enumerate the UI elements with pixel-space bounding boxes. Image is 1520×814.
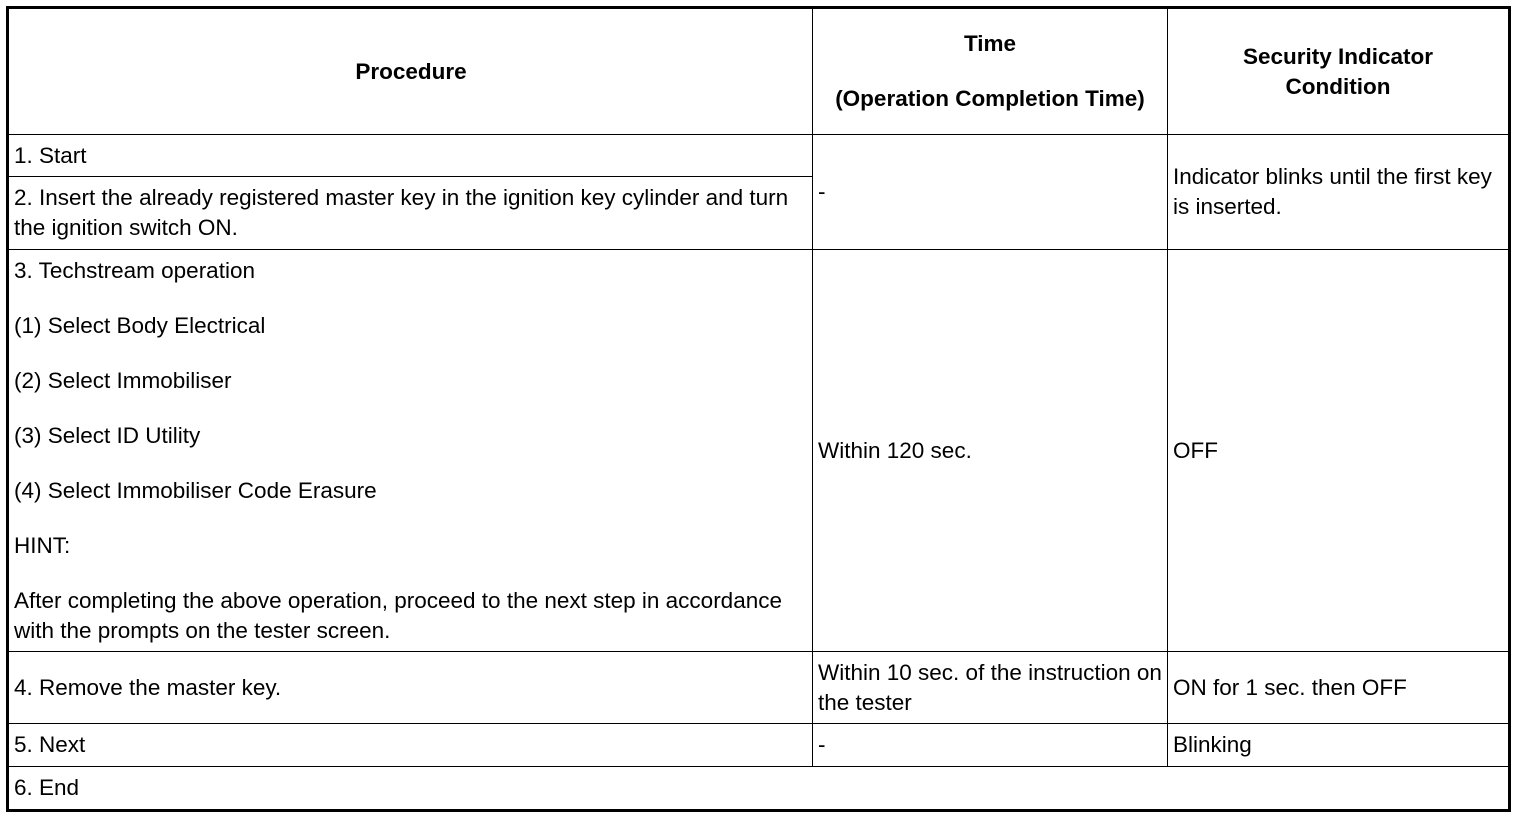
header-time-title: Time: [963, 31, 1017, 56]
step-3-sub-1: (1) Select Body Electrical: [14, 312, 266, 338]
table-row: [8, 724, 1510, 767]
step-1-procedure: 1. Start: [8, 135, 813, 177]
header-security-indicator: Security Indicator Condition: [1168, 8, 1510, 135]
table-row: [8, 250, 1510, 652]
step-3-hint-text: After completing the above operation, proceed to the next step in accordance with the prompts on the tester screen.: [14, 587, 782, 643]
step-3-title: 3. Techstream operation: [14, 257, 255, 283]
step-3-sub-2: (2) Select Immobiliser: [14, 367, 232, 393]
step-3-procedure: [8, 250, 813, 652]
step-5-time: -: [813, 724, 1168, 767]
step-4-procedure: 4. Remove the master key.: [8, 652, 813, 724]
step-2-procedure: 2. Insert the already registered master key in the ignition key cylinder and turn the ignition switch ON.: [8, 177, 813, 250]
step-3-sub-3: (3) Select ID Utility: [14, 422, 201, 448]
table-row: [8, 767, 1510, 811]
step-1-2-time: -: [813, 135, 1168, 250]
step-3-security: OFF: [1168, 250, 1510, 652]
header-time: [813, 8, 1168, 135]
step-3-time: Within 120 sec.: [813, 250, 1168, 652]
procedure-table: [6, 6, 1511, 812]
header-time-subtitle: (Operation Completion Time): [835, 86, 1145, 111]
table-row: [8, 652, 1510, 724]
header-procedure: Procedure: [8, 8, 813, 135]
step-4-time: Within 10 sec. of the instruction on the tester: [813, 652, 1168, 724]
step-5-security: Blinking: [1168, 724, 1510, 767]
step-3-sub-4: (4) Select Immobiliser Code Erasure: [14, 477, 377, 503]
step-1-2-security: Indicator blinks until the first key is inserted.: [1168, 135, 1510, 250]
header-row: [8, 8, 1510, 135]
step-6-procedure: 6. End: [8, 767, 1510, 811]
table-row: [8, 135, 1510, 177]
step-3-hint-label: HINT:: [14, 532, 71, 558]
step-5-procedure: 5. Next: [8, 724, 813, 767]
step-4-security: ON for 1 sec. then OFF: [1168, 652, 1510, 724]
